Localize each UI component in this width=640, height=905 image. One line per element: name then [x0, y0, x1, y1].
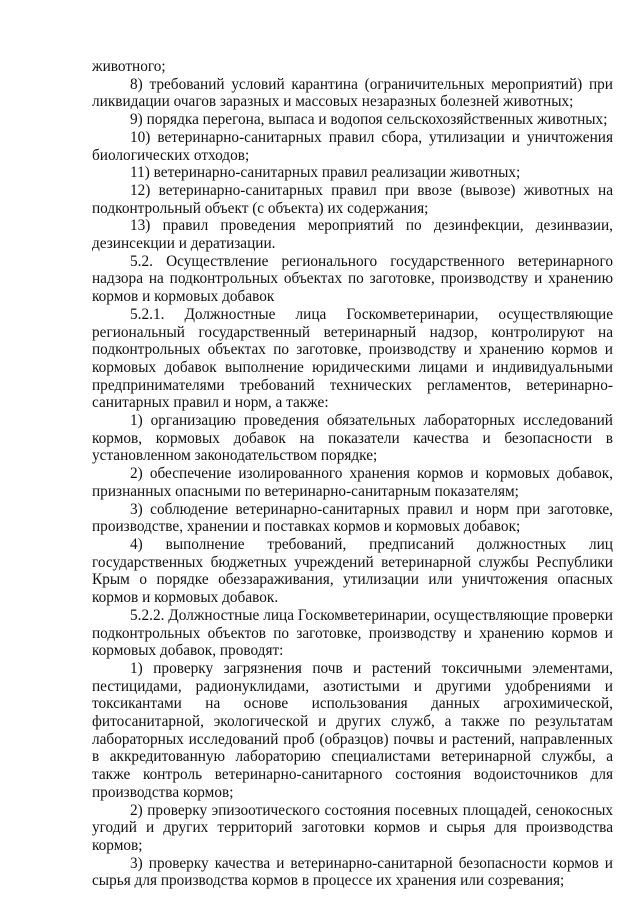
section-heading-5-2: 5.2. Осуществление регионального государственного ветеринарного надзора на подконтрольных объектах по заготовке, производству и хранению кормов и кормовых добавок [92, 252, 613, 306]
paragraph-item-9: 9) порядка перегона, выпаса и водопоя сельскохозяйственных животных; [130, 111, 608, 129]
paragraph-item-11: 11) ветеринарно-санитарных правил реализации животных; [130, 164, 521, 182]
paragraph-5-2-2-item-1: 1) проверку загрязнения почв и растений токсичными элементами, пестицидами, радионуклидами, азотистыми и другими удобрениями и токсикантами на основе использования данных агрохимической, фитосанитарной, экологической и других служб, а также по результатам лабораторных исследований проб (образцов) почвы и растений, направленных в аккредитованную лабораторию специалистами ветеринарной службы, а также контроль ветеринарно-санитарного состояния водоисточников для производства кормов; [92, 659, 613, 801]
paragraph-continuation: животного; [92, 58, 166, 75]
paragraph-5-2-2-item-3: 3) проверку качества и ветеринарно-санитарной безопасности кормов и сырья для производства кормов в процессе их хранения или созревания; [92, 854, 613, 890]
paragraph-5-2-1-item-4: 4) выполнение требований, предписаний должностных лиц государственных бюджетных учреждений ветеринарной службы Республики Крым о порядке обеззараживания, утилизации или уничтожения опасных кормов и кормовых добавок. [92, 535, 613, 607]
paragraph-item-13: 13) правил проведения мероприятий по дезинфекции, дезинвазии, дезинсекции и дератизации. [92, 217, 613, 253]
paragraph-5-2-2: 5.2.2. Должностные лица Госкомветеринарии, осуществляющие проверки подконтрольных объектов по заготовке, производству и хранению кормов и кормовых добавок, проводят: [92, 606, 613, 660]
paragraph-item-8: 8) требований условий карантина (ограничительных мероприятий) при ликвидации очагов заразных и массовых незаразных болезней животных; [92, 75, 613, 111]
paragraph-5-2-1-item-2: 2) обеспечение изолированного хранения кормов и кормовых добавок, признанных опасными по ветеринарно-санитарным показателям; [92, 465, 613, 500]
document-body [92, 58, 613, 890]
paragraph-item-10: 10) ветеринарно-санитарных правил сбора, утилизации и уничтожения биологических отходов; [92, 128, 613, 164]
paragraph-5-2-2-item-2: 2) проверку эпизоотического состояния посевных площадей, сенокосных угодий и других территорий заготовки кормов и сырья для производства кормов; [92, 801, 613, 854]
paragraph-5-2-1-item-3: 3) соблюдение ветеринарно-санитарных правил и норм при заготовке, производстве, хранении и поставках кормов и кормовых добавок; [92, 500, 613, 536]
paragraph-5-2-1: 5.2.1. Должностные лица Госкомветеринарии, осуществляющие региональный государственный ветеринарный надзор, контролируют на подконтрольных объектах по заготовке, производству и хранению кормов и кормовых добавок выполнение юридическими лицами и индивидуальными предпринимателями требований технических регламентов, ветеринарно-санитарных правил и норм, а также: [92, 305, 613, 412]
paragraph-5-2-1-item-1: 1) организацию проведения обязательных лабораторных исследований кормов, кормовых добавок на показатели качества и безопасности в установленном законодательством порядке; [92, 412, 613, 465]
paragraph-item-12: 12) ветеринарно-санитарных правил при ввозе (вывозе) животных на подконтрольный объект (с объекта) их содержания; [92, 181, 613, 217]
